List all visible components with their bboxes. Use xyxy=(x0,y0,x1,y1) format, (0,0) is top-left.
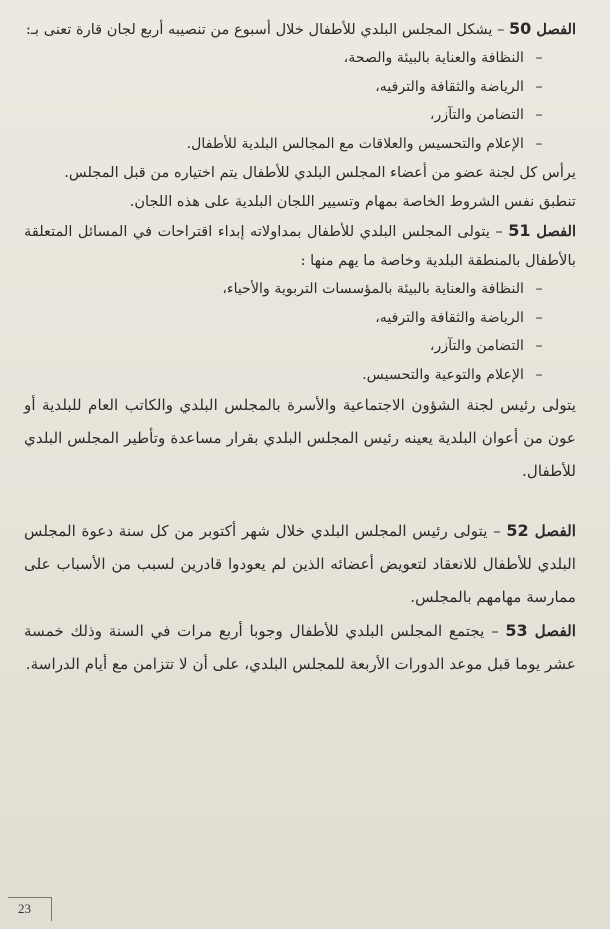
list-item: –الرياضة والثقافة والترفيه، xyxy=(375,309,543,326)
article-50-paragraph-3: تنطبق نفس الشروط الخاصة بمهام وتسيير اللجان البلدية على هذه اللجان. xyxy=(129,193,576,210)
article-51-label: الفصل 51 xyxy=(508,221,577,240)
article-52-label: الفصل 52 xyxy=(506,521,576,540)
article-50-label: الفصل 50 xyxy=(509,19,576,38)
article-50-intro: الفصل 50 – يشكل المجلس البلدي للأطفال خلال أسبوع من تنصيبه أربع لجان قارة تعنى بـ: xyxy=(25,19,576,38)
article-53-label: الفصل 53 xyxy=(505,621,576,640)
article-52: الفصل 52 – يتولى رئيس المجلس البلدي خلال شهر أكتوبر من كل سنة دعوة المجلس البلدي للأطفال للانعقاد لتعويض أعضائه الذين لم يعودوا قادرين لسبب من الأسباب على ممارسة مهامهم بالمجلس. xyxy=(24,521,576,606)
article-51-paragraph-2: يتولى رئيس لجنة الشؤون الاجتماعية والأسرة بالمجلس البلدي والكاتب العام للبلدية أو عون من أعوان البلدية يعينه رئيس المجلس البلدي بقرار مساعدة وتأطير المجلس البلدي للأطفال. xyxy=(24,396,576,480)
list-item: –الرياضة والثقافة والترفيه، xyxy=(375,78,543,95)
list-item: –الإعلام والتوعية والتحسيس. xyxy=(362,366,543,383)
list-item: –التضامن والتآزر، xyxy=(429,338,543,354)
article-51-list xyxy=(24,275,576,389)
article-50-paragraph-2: يرأس كل لجنة عضو من أعضاء المجلس البلدي للأطفال يتم اختياره من قبل المجلس. xyxy=(64,164,576,181)
article-53: الفصل 53 – يجتمع المجلس البلدي للأطفال وجوبا أربع مرات في السنة وذلك خمسة عشر يوما قبل موعد الدورات الأربعة للمجلس البلدي، على أن لا تتزامن مع أيام الدراسة. xyxy=(24,621,576,673)
list-item: –النظافة والعناية بالبيئة والصحة، xyxy=(343,50,543,66)
list-item: –التضامن والتآزر، xyxy=(429,107,543,123)
article-51-intro: الفصل 51 – يتولى المجلس البلدي للأطفال بمداولاته إبداء اقتراحات في المسائل المتعلقة بالأطفال بالمنطقة البلدية وخاصة ما يهم منها : xyxy=(24,221,577,269)
list-item: –النظافة والعناية بالبيئة بالمؤسسات التربوية والأحياء، xyxy=(222,281,543,297)
article-50-list xyxy=(24,44,576,158)
page-number: 23 xyxy=(8,897,52,921)
list-item: –الإعلام والتحسيس والعلاقات مع المجالس البلدية للأطفال. xyxy=(186,135,543,152)
